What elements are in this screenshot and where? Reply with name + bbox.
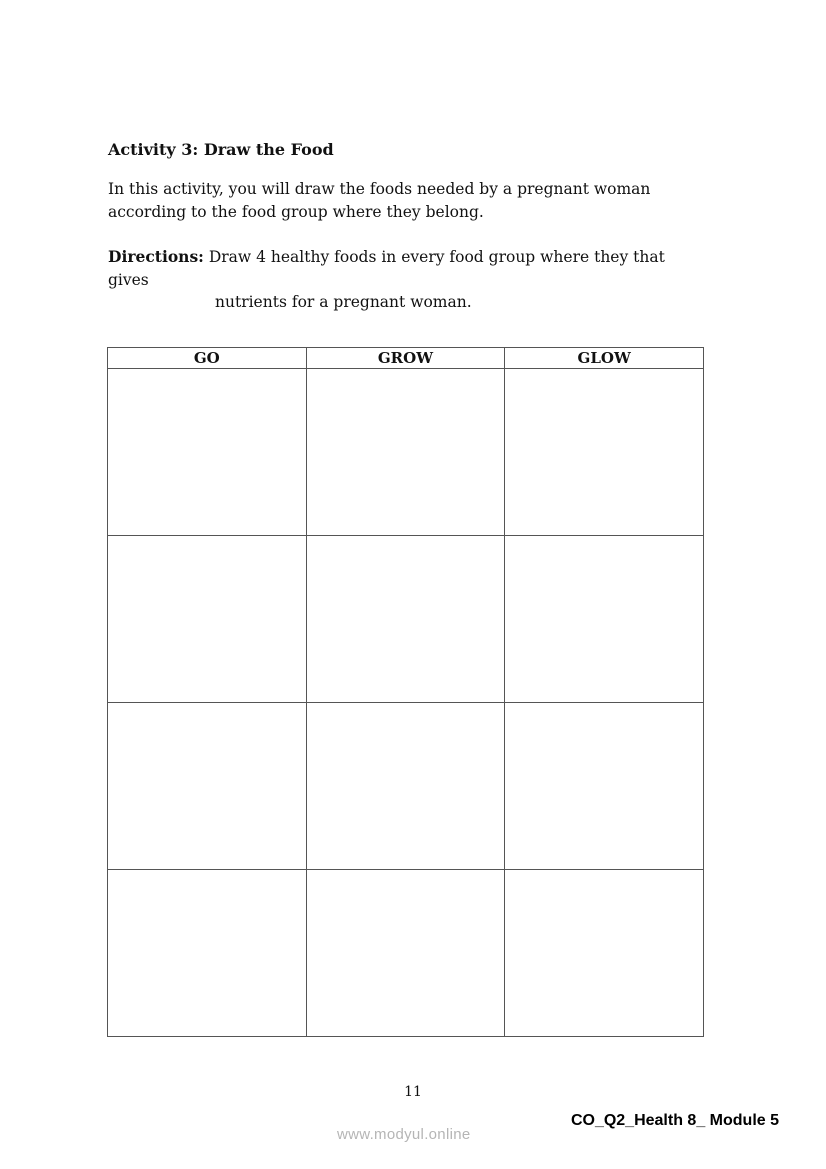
- glow-drawing-cell: [505, 369, 704, 536]
- go-drawing-cell: [108, 870, 307, 1037]
- go-drawing-cell: [108, 703, 307, 870]
- directions-continuation: nutrients for a pregnant woman.: [215, 293, 472, 311]
- table-row: [108, 703, 704, 870]
- grow-drawing-cell: [306, 369, 505, 536]
- go-drawing-cell: [108, 369, 307, 536]
- header-glow: GLOW: [505, 348, 704, 369]
- header-grow: GROW: [306, 348, 505, 369]
- module-code: CO_Q2_Health 8_ Module 5: [570, 1112, 779, 1129]
- table-row: [108, 369, 704, 536]
- table-row: [108, 870, 704, 1037]
- grow-drawing-cell: [306, 536, 505, 703]
- glow-drawing-cell: [505, 870, 704, 1037]
- intro-line-1: In this activity, you will draw the foods needed by a pregnant woman: [108, 180, 651, 198]
- activity-title: Activity 3: Draw the Food: [108, 140, 334, 159]
- grow-drawing-cell: [306, 870, 505, 1037]
- activity-intro: [108, 178, 708, 224]
- food-group-table: [107, 347, 704, 1037]
- glow-drawing-cell: [505, 536, 704, 703]
- watermark: www.modyul.online: [337, 1126, 471, 1143]
- go-drawing-cell: [108, 536, 307, 703]
- table-row: [108, 536, 704, 703]
- page-number: 11: [404, 1084, 422, 1100]
- directions-label: Directions:: [108, 247, 204, 266]
- header-go: GO: [108, 348, 307, 369]
- directions-text: Draw 4 healthy foods in every food group where they that gives: [108, 248, 665, 289]
- glow-drawing-cell: [505, 703, 704, 870]
- intro-line-2: according to the food group where they belong.: [108, 203, 484, 221]
- directions: [108, 245, 708, 292]
- table-header-row: [108, 348, 704, 369]
- grow-drawing-cell: [306, 703, 505, 870]
